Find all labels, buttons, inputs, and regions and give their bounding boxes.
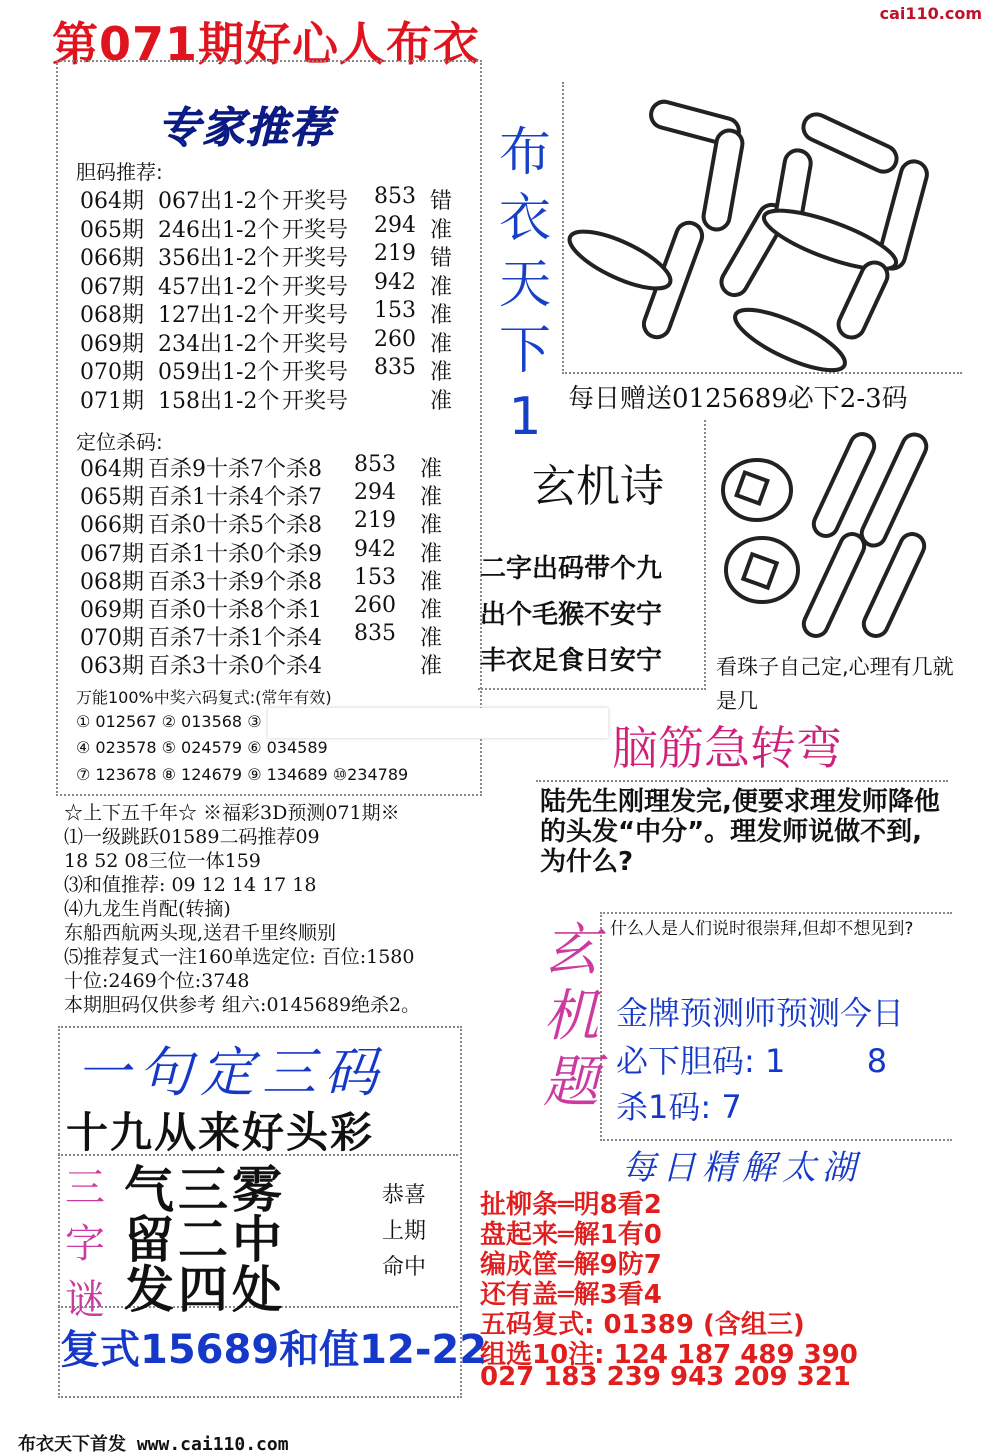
riddle-label: 三 字 谜 <box>65 1165 105 1323</box>
congrats-line: 恭喜 <box>382 1183 427 1208</box>
dan-cell-num: 835 <box>374 355 416 380</box>
xuanji-title: 玄 机 题 <box>543 918 599 1115</box>
dan-cell-issue: 070期 <box>80 360 144 385</box>
kill-cell-kill: 百杀3十杀0个杀4 <box>148 654 322 680</box>
dan-cell-issue: 068期 <box>80 303 144 328</box>
dan-cell-kj: 开奖号 <box>282 246 349 271</box>
taihu-line: 027 183 239 943 209 321 <box>480 1362 851 1392</box>
dan-cell-issue: 064期 <box>80 189 144 214</box>
dan-cell-res: 准 <box>430 303 453 328</box>
oneline-title: 一句定三码 <box>76 1041 386 1104</box>
dan-cell-num: 294 <box>374 212 416 238</box>
kill-cell-num: 219 <box>354 508 396 534</box>
page-title: 第071期好心人布衣 <box>52 17 481 71</box>
brain-title: 脑筋急转弯 <box>612 721 842 775</box>
kill-cell-issue: 063期 <box>80 654 144 680</box>
history-line: 18 52 08三位一体159 <box>64 850 261 872</box>
dan-cell-pick: 246出1-2个 <box>158 217 280 243</box>
dan-cell-pick: 234出1-2个 <box>158 331 280 357</box>
congrats-line: 命中 <box>382 1255 427 1280</box>
dan-cell-kj: 开奖号 <box>282 388 349 414</box>
kill-cell-res: 准 <box>420 513 443 539</box>
dan-cell-num: 853 <box>374 184 416 209</box>
kill-cell-kill: 百杀0十杀5个杀8 <box>148 513 322 539</box>
site-tag[interactable]: cai110.com <box>879 4 982 23</box>
dan-cell-kj: 开奖号 <box>282 303 349 328</box>
dan-cell-pick: 457出1-2个 <box>158 274 280 300</box>
dan-cell-issue: 065期 <box>80 217 144 243</box>
pearl-note: 看珠子自己定,心理有几就是几 <box>716 655 954 713</box>
history-line: ⑸推荐复式一注160单选定位: 百位:1580 <box>64 946 415 968</box>
dan-cell-res: 准 <box>430 360 453 385</box>
kill-cell-num: 153 <box>354 564 396 590</box>
kill-cell-res: 准 <box>420 569 443 595</box>
congrats-line: 上期 <box>382 1219 427 1244</box>
kill-cell-kill: 百杀7十杀1个杀4 <box>148 626 322 652</box>
history-line: ⑶和值推荐: 09 12 14 17 18 <box>64 874 317 896</box>
dan-cell-pick: 356出1-2个 <box>158 246 280 271</box>
six-row: ④ 023578 ⑤ 024579 ⑥ 034589 <box>76 738 328 757</box>
history-line: 十位:2469个位:3748 <box>64 970 250 992</box>
poem-line: 出个毛猴不安宁 <box>480 600 663 630</box>
dan-cell-pick: 059出1-2个 <box>158 360 280 385</box>
kill-cell-kill: 百杀1十杀0个杀9 <box>148 541 322 567</box>
dan-cell-pick: 158出1-2个 <box>158 388 280 414</box>
dan-label: 胆码推荐: <box>76 160 163 184</box>
dan-cell-issue: 071期 <box>80 388 144 414</box>
brain-question: 陆先生刚理发完,便要求理发师降他的头发“中分”。理发师说做不到,为什么? <box>540 787 940 877</box>
expert-title: 专家推荐 <box>158 103 335 152</box>
kill-cell-res: 准 <box>420 598 443 623</box>
dan-cell-res: 准 <box>430 217 453 243</box>
kill-cell-num: 942 <box>354 536 396 562</box>
dan-cell-res: 错 <box>430 246 453 271</box>
kill-cell-res: 准 <box>420 457 443 482</box>
gold-line: 必下胆码: 1 8 <box>616 1042 888 1080</box>
dan-cell-num: 219 <box>374 241 416 266</box>
dan-cell-kj: 开奖号 <box>282 189 349 214</box>
taihu-line: 编成筐═解9防7 <box>480 1250 662 1280</box>
kill-cell-issue: 069期 <box>80 598 144 623</box>
kill-label: 定位杀码: <box>76 430 163 454</box>
kill-cell-num: 853 <box>354 452 396 477</box>
history-line: 本期胆码仅供参考 组六:0145689绝杀2。 <box>64 994 421 1016</box>
history-line: ⑷九龙生肖配(转摘) <box>64 898 231 920</box>
six-row: ① 012567 ② 013568 ③ <box>76 712 262 731</box>
riddle-line: 留二中 <box>124 1210 286 1269</box>
dan-cell-pick: 127出1-2个 <box>158 303 280 328</box>
poem-line: 二字出码带个九 <box>480 554 663 584</box>
kill-cell-num: 294 <box>354 480 396 506</box>
dan-cell-pick: 067出1-2个 <box>158 189 280 214</box>
dan-cell-kj: 开奖号 <box>282 360 349 385</box>
kill-cell-res: 准 <box>420 626 443 652</box>
dan-cell-num: 942 <box>374 269 416 295</box>
kill-cell-num: 260 <box>354 593 396 618</box>
riddle-line: 气三雾 <box>124 1160 286 1219</box>
kill-cell-num: 835 <box>354 621 396 647</box>
six-row: ⑦ 123678 ⑧ 124679 ⑨ 134689 ⑩234789 <box>76 765 409 784</box>
history-line: ⑴一级跳跃01589二码推荐09 <box>64 826 320 848</box>
dan-cell-num: 153 <box>374 298 416 323</box>
kill-cell-res: 准 <box>420 654 443 680</box>
kill-cell-issue: 068期 <box>80 569 144 595</box>
dan-cell-kj: 开奖号 <box>282 274 349 300</box>
dan-cell-num: 260 <box>374 326 416 352</box>
taihu-line: 组选10注: 124 187 489 390 <box>480 1340 858 1370</box>
kill-cell-kill: 百杀3十杀9个杀8 <box>148 569 322 595</box>
gold-line: 杀1码: 7 <box>616 1088 742 1126</box>
overlay-bar <box>268 708 608 738</box>
kill-cell-kill: 百杀0十杀8个杀1 <box>148 598 322 623</box>
dan-cell-res: 准 <box>430 331 453 357</box>
oneline-text: 十九从来好头彩 <box>66 1108 375 1157</box>
taihu-line: 扯柳条═明8看2 <box>480 1190 662 1220</box>
dan-cell-issue: 069期 <box>80 331 144 357</box>
fushi-line: 复式15689和值12-22 <box>60 1327 488 1373</box>
taihu-line: 盘起来═解1有0 <box>480 1220 662 1250</box>
xuanji-question: 什么人是人们说时很崇拜,但却不想见到? <box>610 919 914 939</box>
footer: 布衣天下首发 www.cai110.com <box>18 1434 289 1455</box>
pearl-art <box>712 410 962 650</box>
dan-cell-res: 准 <box>430 388 453 414</box>
six-label: 万能100%中奖六码复式:(常年有效) <box>76 688 332 707</box>
big-number-art <box>560 70 960 370</box>
history-line: 东船西航两头现,送君千里终顺别 <box>64 922 337 944</box>
daily-gift: 每日赠送0125689必下2-3码 <box>568 384 908 414</box>
gold-line: 金牌预测师预测今日 <box>616 994 905 1032</box>
taihu-title: 每日精解太湖 <box>622 1148 862 1188</box>
dan-cell-kj: 开奖号 <box>282 217 349 243</box>
kill-cell-kill: 百杀9十杀7个杀8 <box>148 457 322 482</box>
poem-line: 丰衣足食日安宁 <box>480 646 663 676</box>
taihu-line: 还有盖═解3看4 <box>480 1280 662 1310</box>
dan-cell-kj: 开奖号 <box>282 331 349 357</box>
dan-cell-issue: 066期 <box>80 246 144 271</box>
kill-cell-res: 准 <box>420 541 443 567</box>
taihu-line: 五码复式: 01389 (含组三) <box>480 1310 805 1340</box>
dan-cell-res: 准 <box>430 274 453 300</box>
dan-cell-issue: 067期 <box>80 274 144 300</box>
kill-cell-issue: 066期 <box>80 513 144 539</box>
kill-cell-kill: 百杀1十杀4个杀7 <box>148 485 322 511</box>
kill-cell-res: 准 <box>420 485 443 511</box>
kill-cell-issue: 070期 <box>80 626 144 652</box>
kill-cell-issue: 065期 <box>80 485 144 511</box>
dan-cell-res: 错 <box>430 189 453 214</box>
kill-cell-issue: 064期 <box>80 457 144 482</box>
history-line: ☆上下五千年☆ ※福彩3D预测071期※ <box>64 802 400 824</box>
poem-title: 玄机诗 <box>532 461 664 512</box>
riddle-line: 发四处 <box>124 1260 286 1319</box>
kill-cell-issue: 067期 <box>80 541 144 567</box>
buyi-vertical-title: 布 衣 天 下 1 <box>498 123 551 447</box>
